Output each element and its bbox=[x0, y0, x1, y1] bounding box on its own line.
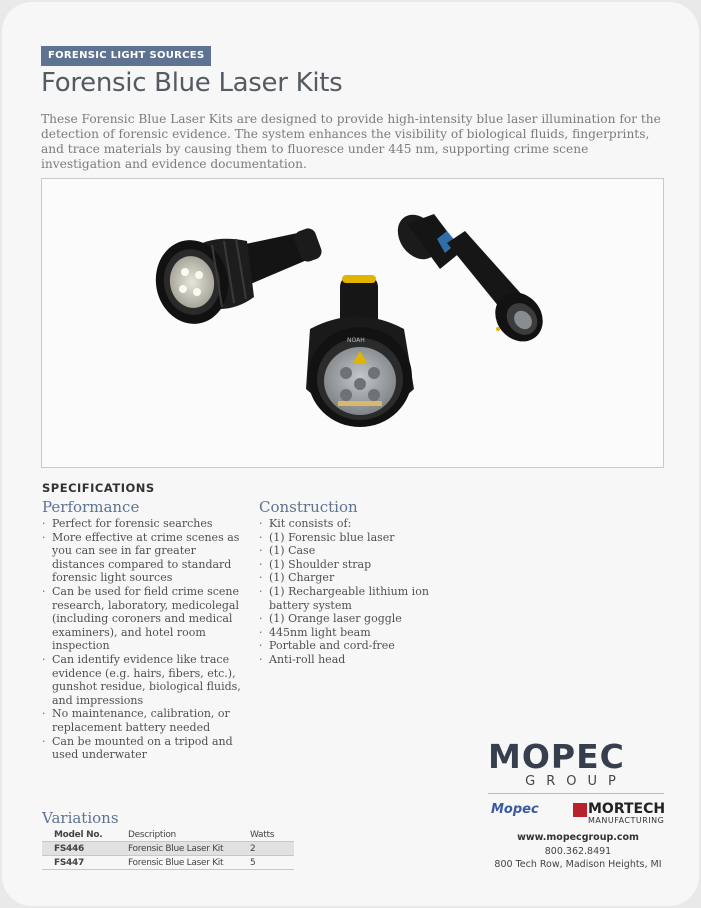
table-header-row bbox=[42, 828, 294, 842]
list-item: · (1) Rechargeable lithium ion battery system bbox=[259, 585, 439, 612]
list-item: · Can be used for field crime scene research, laboratory, medicolegal (including coroners and medical examiners), and hotel room inspection bbox=[42, 585, 242, 653]
list-item: · (1) Forensic blue laser bbox=[259, 531, 439, 545]
list-item: · Portable and cord-free bbox=[259, 639, 439, 653]
column-header-watts: Watts bbox=[238, 828, 294, 842]
flashlight-middle bbox=[306, 275, 414, 427]
column-header-model: Model No. bbox=[42, 828, 116, 842]
list-item: · More effective at crime scenes as you can see in far greater distances compared to standard forensic light sources bbox=[42, 531, 242, 585]
description-cell: Forensic Blue Laser Kit bbox=[116, 842, 238, 856]
contact-block bbox=[478, 831, 678, 872]
page-title: Forensic Blue Laser Kits bbox=[41, 68, 343, 98]
flashlights-illustration bbox=[42, 179, 663, 467]
mopec-logo: MOPEC bbox=[488, 737, 625, 776]
phone-number: 800.362.8491 bbox=[544, 845, 612, 857]
group-wordmark: GROUP bbox=[525, 774, 627, 789]
list-item: · (1) Shoulder strap bbox=[259, 558, 439, 572]
list-item: · Kit consists of: bbox=[259, 517, 439, 531]
mortech-logo: MORTECH bbox=[588, 801, 666, 817]
logo-divider bbox=[488, 793, 664, 795]
list-item: · (1) Case bbox=[259, 544, 439, 558]
table-row bbox=[42, 842, 294, 856]
product-photo bbox=[41, 178, 664, 468]
list-item: · Perfect for forensic searches bbox=[42, 517, 242, 531]
variations-title: Variations bbox=[42, 809, 119, 827]
specifications-heading: SPECIFICATIONS bbox=[42, 481, 155, 495]
watts-cell: 2 bbox=[238, 842, 294, 856]
list-item: · (1) Charger bbox=[259, 571, 439, 585]
category-tag: FORENSIC LIGHT SOURCES bbox=[41, 46, 211, 66]
performance-list bbox=[42, 517, 242, 762]
flashlight-right bbox=[389, 207, 552, 351]
table-row bbox=[42, 856, 294, 870]
construction-list bbox=[259, 517, 439, 667]
flashlight-left bbox=[149, 226, 324, 329]
construction-title: Construction bbox=[259, 498, 358, 516]
website-link[interactable]: www.mopecgroup.com bbox=[517, 832, 639, 843]
list-item: · (1) Orange laser goggle bbox=[259, 612, 439, 626]
model-cell: FS446 bbox=[42, 842, 116, 856]
address: 800 Tech Row, Madison Heights, MI bbox=[494, 859, 662, 870]
column-header-description: Description bbox=[116, 828, 238, 842]
description-cell: Forensic Blue Laser Kit bbox=[116, 856, 238, 870]
datasheet-page bbox=[2, 2, 699, 906]
list-item: · 445nm light beam bbox=[259, 626, 439, 640]
list-item: · Can identify evidence like trace evidence (e.g. hairs, fibers, etc.), gunshot residue, biological fluids, and impressions bbox=[42, 653, 242, 707]
list-item: · Anti-roll head bbox=[259, 653, 439, 667]
list-item: · Can be mounted on a tripod and used underwater bbox=[42, 735, 242, 762]
flashlight-brand-label: NOAH bbox=[347, 337, 365, 344]
performance-title: Performance bbox=[42, 498, 140, 516]
mopec-sub-logo: Mopec bbox=[491, 802, 539, 817]
watts-cell: 5 bbox=[238, 856, 294, 870]
mortech-subtitle: MANUFACTURING bbox=[588, 816, 665, 825]
intro-paragraph: These Forensic Blue Laser Kits are designed to provide high-intensity blue laser illumination for the detection of forensic evidence. The system enhances the visibility of biological fluids, fingerprints, and trace materials by causing them to fluoresce under 445 nm, supporting crime scene investigation and evidence documentation. bbox=[41, 112, 661, 171]
list-item: · No maintenance, calibration, or replacement battery needed bbox=[42, 707, 242, 734]
variations-table bbox=[42, 828, 294, 870]
model-cell: FS447 bbox=[42, 856, 116, 870]
mortech-mark-icon bbox=[573, 803, 587, 817]
